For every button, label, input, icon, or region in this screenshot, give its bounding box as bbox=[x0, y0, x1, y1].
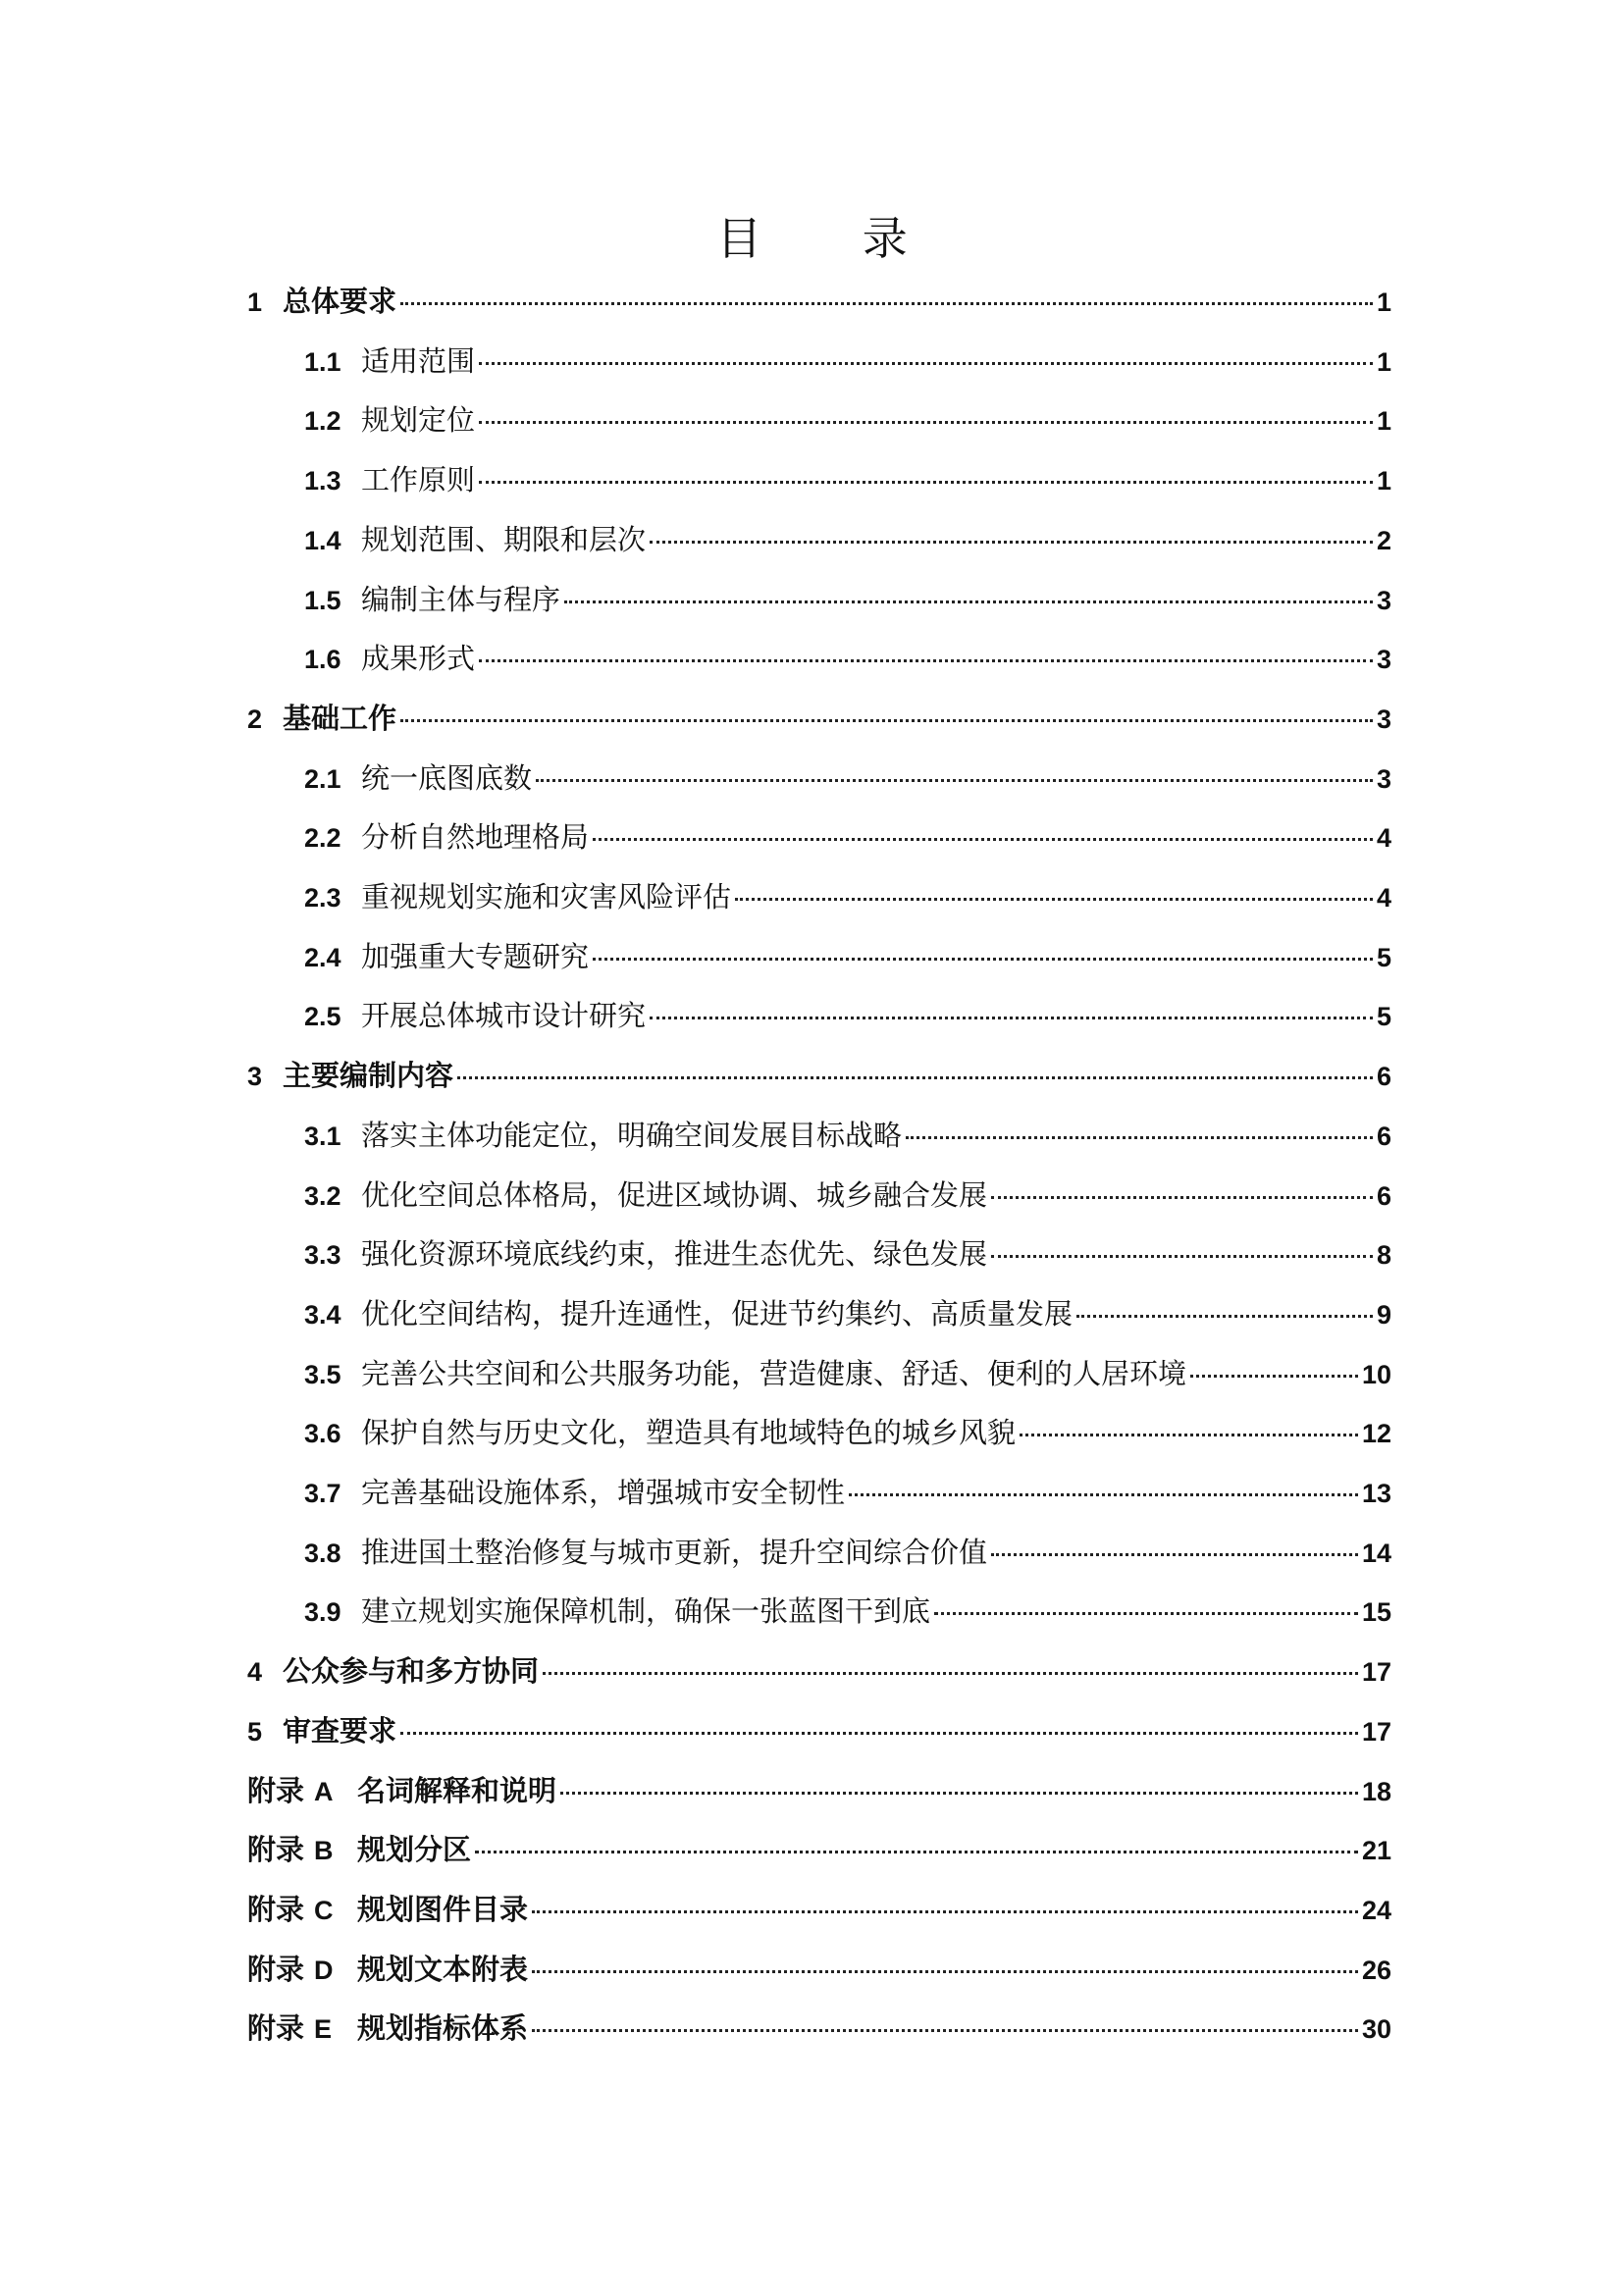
toc-entry-page: 6 bbox=[1376, 1181, 1391, 1211]
toc-entry-page: 12 bbox=[1361, 1419, 1391, 1448]
toc-entry-page: 24 bbox=[1361, 1896, 1391, 1925]
toc-entry-page: 30 bbox=[1361, 2014, 1391, 2044]
toc-entry-title: 规划图件目录 bbox=[357, 1893, 529, 1926]
toc-entry-title: 保护自然与历史文化，塑造具有地域特色的城乡风貌 bbox=[361, 1416, 1017, 1449]
toc-entry-title: 规划分区 bbox=[357, 1833, 472, 1866]
toc-entry-number: 3.6 bbox=[304, 1419, 341, 1448]
toc-dot-leader bbox=[593, 958, 1373, 961]
toc-entry-number: 1.2 bbox=[304, 406, 341, 436]
toc-entry-page: 3 bbox=[1376, 586, 1391, 615]
toc-entry-title: 完善公共空间和公共服务功能，营造健康、舒适、便利的人居环境 bbox=[361, 1357, 1187, 1390]
toc-appendix-entry[interactable] bbox=[247, 1826, 1391, 1873]
toc-entry-page: 1 bbox=[1376, 347, 1391, 377]
toc-entry-number: 3.7 bbox=[304, 1479, 341, 1508]
toc-dot-leader bbox=[479, 421, 1373, 424]
toc-dot-leader bbox=[400, 719, 1373, 722]
toc-dot-leader bbox=[991, 1255, 1373, 1258]
toc-section-entry[interactable] bbox=[304, 873, 1391, 920]
toc-entry-number: 3.3 bbox=[304, 1240, 341, 1270]
toc-entry-prefix: 附录 bbox=[247, 1893, 305, 1926]
toc-entry-page: 26 bbox=[1361, 1956, 1391, 1985]
toc-entry-page: 1 bbox=[1376, 406, 1391, 436]
toc-entry-page: 1 bbox=[1376, 466, 1391, 496]
toc-entry-page: 17 bbox=[1361, 1717, 1391, 1747]
toc-appendix-entry[interactable] bbox=[247, 1946, 1391, 1993]
toc-entry-number: 1.1 bbox=[304, 347, 341, 377]
toc-entry-title: 规划范围、期限和层次 bbox=[361, 523, 647, 556]
toc-entry-page: 4 bbox=[1376, 823, 1391, 853]
toc-section-entry[interactable] bbox=[304, 456, 1391, 503]
toc-entry-page: 14 bbox=[1361, 1539, 1391, 1568]
toc-dot-leader bbox=[934, 1612, 1358, 1615]
toc-section-entry[interactable] bbox=[304, 1469, 1391, 1516]
toc-dot-leader bbox=[479, 362, 1373, 365]
toc-section-entry[interactable] bbox=[304, 1350, 1391, 1397]
toc-section-entry[interactable] bbox=[304, 396, 1391, 444]
toc-entry-number: 1.3 bbox=[304, 466, 341, 496]
toc-section-entry[interactable] bbox=[304, 1230, 1391, 1278]
toc-entry-page: 8 bbox=[1376, 1240, 1391, 1270]
toc-entry-page: 9 bbox=[1376, 1300, 1391, 1330]
toc-dot-leader bbox=[536, 779, 1373, 782]
toc-entry-number: 3.8 bbox=[304, 1539, 341, 1568]
toc-chapter-entry[interactable] bbox=[247, 695, 1391, 742]
toc-section-entry[interactable] bbox=[304, 992, 1391, 1039]
toc-dot-leader bbox=[991, 1196, 1373, 1199]
toc-dot-leader bbox=[650, 541, 1373, 544]
toc-entry-number: 3.9 bbox=[304, 1597, 341, 1627]
toc-entry-title: 统一底图底数 bbox=[361, 761, 533, 795]
toc-entry-title: 落实主体功能定位，明确空间发展目标战略 bbox=[361, 1119, 903, 1152]
toc-entry-title: 适用范围 bbox=[361, 344, 476, 378]
toc-entry-title: 审查要求 bbox=[283, 1714, 397, 1748]
toc-dot-leader bbox=[849, 1493, 1358, 1496]
toc-section-entry[interactable] bbox=[304, 1290, 1391, 1337]
toc-section-entry[interactable] bbox=[304, 338, 1391, 385]
toc-entry-page: 5 bbox=[1376, 943, 1391, 972]
toc-entry-number: E bbox=[314, 2014, 333, 2044]
toc-entry-title: 成果形式 bbox=[361, 642, 476, 675]
toc-dot-leader bbox=[400, 1732, 1358, 1735]
toc-entry-page: 13 bbox=[1361, 1479, 1391, 1508]
toc-entry-number: 2.2 bbox=[304, 823, 341, 853]
toc-entry-number: 3.5 bbox=[304, 1360, 341, 1389]
toc-entry-prefix: 附录 bbox=[247, 2011, 305, 2045]
toc-entry-title: 建立规划实施保障机制，确保一张蓝图干到底 bbox=[361, 1594, 931, 1628]
toc-entry-title: 优化空间结构，提升连通性，促进节约集约、高质量发展 bbox=[361, 1297, 1074, 1331]
toc-entry-page: 3 bbox=[1376, 764, 1391, 794]
toc-entry-number: C bbox=[314, 1896, 334, 1925]
toc-entry-number: 3 bbox=[247, 1062, 263, 1091]
toc-entry-page: 5 bbox=[1376, 1002, 1391, 1031]
toc-entry-number: 2.4 bbox=[304, 943, 341, 972]
toc-entry-number: D bbox=[314, 1956, 334, 1985]
toc-section-entry[interactable] bbox=[304, 1529, 1391, 1576]
toc-entry-title: 强化资源环境底线约束，推进生态优先、绿色发展 bbox=[361, 1237, 988, 1271]
toc-entry-page: 6 bbox=[1376, 1122, 1391, 1151]
toc-section-entry[interactable] bbox=[304, 635, 1391, 682]
toc-entry-page: 3 bbox=[1376, 704, 1391, 734]
toc-entry-title: 分析自然地理格局 bbox=[361, 820, 590, 854]
toc-dot-leader bbox=[479, 481, 1373, 484]
toc-entry-prefix: 附录 bbox=[247, 1953, 305, 1986]
toc-dot-leader bbox=[560, 1792, 1358, 1795]
toc-entry-number: 2 bbox=[247, 704, 263, 734]
toc-dot-leader bbox=[1020, 1434, 1358, 1436]
toc-dot-leader bbox=[457, 1076, 1373, 1079]
toc-section-entry[interactable] bbox=[304, 516, 1391, 563]
toc-dot-leader bbox=[1190, 1375, 1358, 1378]
toc-section-entry[interactable] bbox=[304, 813, 1391, 861]
toc-dot-leader bbox=[543, 1672, 1358, 1675]
toc-entry-page: 3 bbox=[1376, 645, 1391, 674]
toc-entry-title: 名词解释和说明 bbox=[357, 1774, 557, 1807]
toc-entry-title: 主要编制内容 bbox=[283, 1059, 454, 1092]
toc-dot-leader bbox=[400, 302, 1373, 305]
toc-entry-page: 1 bbox=[1376, 287, 1391, 317]
toc-section-entry[interactable] bbox=[304, 576, 1391, 623]
toc-entry-number: 1.5 bbox=[304, 586, 341, 615]
toc-dot-leader bbox=[532, 1910, 1358, 1913]
toc-entry-number: 2.1 bbox=[304, 764, 341, 794]
toc-entry-number: 3.4 bbox=[304, 1300, 341, 1330]
toc-entry-page: 2 bbox=[1376, 526, 1391, 555]
toc-chapter-entry[interactable] bbox=[247, 278, 1391, 325]
toc-entry-title: 推进国土整治修复与城市更新，提升空间综合价值 bbox=[361, 1536, 988, 1569]
toc-entry-page: 4 bbox=[1376, 883, 1391, 913]
toc-section-entry[interactable] bbox=[304, 1112, 1391, 1159]
toc-entry-number: A bbox=[314, 1777, 334, 1806]
toc-section-entry[interactable] bbox=[304, 1172, 1391, 1219]
toc-entry-number: B bbox=[314, 1836, 334, 1865]
toc-section-entry[interactable] bbox=[304, 933, 1391, 980]
toc-entry-title: 规划指标体系 bbox=[357, 2011, 529, 2045]
toc-dot-leader bbox=[1076, 1315, 1373, 1318]
toc-entry-number: 2.3 bbox=[304, 883, 341, 913]
toc-chapter-entry[interactable] bbox=[247, 1707, 1391, 1754]
toc-entry-number: 1.4 bbox=[304, 526, 341, 555]
toc-entry-title: 编制主体与程序 bbox=[361, 583, 561, 616]
toc-section-entry[interactable] bbox=[304, 1588, 1391, 1635]
toc-entry-title: 规划文本附表 bbox=[357, 1953, 529, 1986]
toc-appendix-entry[interactable] bbox=[247, 1886, 1391, 1933]
toc-dot-leader bbox=[532, 2029, 1358, 2032]
toc-entry-title: 优化空间总体格局，促进区域协调、城乡融合发展 bbox=[361, 1178, 988, 1212]
toc-dot-leader bbox=[735, 898, 1373, 901]
toc-entry-page: 6 bbox=[1376, 1062, 1391, 1091]
toc-entry-number: 1 bbox=[247, 287, 263, 317]
toc-entry-page: 15 bbox=[1361, 1597, 1391, 1627]
toc-entry-number: 5 bbox=[247, 1717, 263, 1747]
toc-entry-page: 21 bbox=[1361, 1836, 1391, 1865]
toc-entry-number: 1.6 bbox=[304, 645, 341, 674]
toc-entry-page: 10 bbox=[1361, 1360, 1391, 1389]
toc-entry-number: 3.2 bbox=[304, 1181, 341, 1211]
toc-dot-leader bbox=[475, 1851, 1358, 1853]
toc-dot-leader bbox=[593, 838, 1373, 841]
toc-dot-leader bbox=[479, 659, 1373, 662]
toc-entry-number: 3.1 bbox=[304, 1122, 341, 1151]
toc-entry-title: 公众参与和多方协同 bbox=[283, 1654, 540, 1688]
toc-section-entry[interactable] bbox=[304, 755, 1391, 802]
toc-entry-title: 重视规划实施和灾害风险评估 bbox=[361, 880, 732, 913]
toc-entry-title: 完善基础设施体系，增强城市安全韧性 bbox=[361, 1476, 846, 1509]
toc-entry-page: 17 bbox=[1361, 1657, 1391, 1687]
toc-chapter-entry[interactable] bbox=[247, 1647, 1391, 1695]
page-title: 目 录 bbox=[716, 212, 951, 265]
toc-entry-title: 基础工作 bbox=[283, 702, 397, 735]
toc-dot-leader bbox=[906, 1136, 1373, 1139]
toc-section-entry[interactable] bbox=[304, 1409, 1391, 1456]
toc-dot-leader bbox=[564, 600, 1373, 603]
toc-chapter-entry[interactable] bbox=[247, 1052, 1391, 1099]
toc-appendix-entry[interactable] bbox=[247, 1767, 1391, 1814]
toc-entry-number: 4 bbox=[247, 1657, 263, 1687]
toc-appendix-entry[interactable] bbox=[247, 2005, 1391, 2052]
toc-dot-leader bbox=[650, 1017, 1373, 1019]
toc-entry-prefix: 附录 bbox=[247, 1833, 305, 1866]
toc-entry-title: 总体要求 bbox=[283, 285, 397, 318]
toc-dot-leader bbox=[991, 1553, 1358, 1556]
toc-entry-title: 加强重大专题研究 bbox=[361, 940, 590, 973]
toc-entry-page: 18 bbox=[1361, 1777, 1391, 1806]
toc-entry-title: 工作原则 bbox=[361, 463, 476, 496]
toc-entry-prefix: 附录 bbox=[247, 1774, 305, 1807]
toc-entry-title: 规划定位 bbox=[361, 403, 476, 437]
toc-dot-leader bbox=[532, 1970, 1358, 1973]
toc-entry-title: 开展总体城市设计研究 bbox=[361, 999, 647, 1032]
toc-entry-number: 2.5 bbox=[304, 1002, 341, 1031]
